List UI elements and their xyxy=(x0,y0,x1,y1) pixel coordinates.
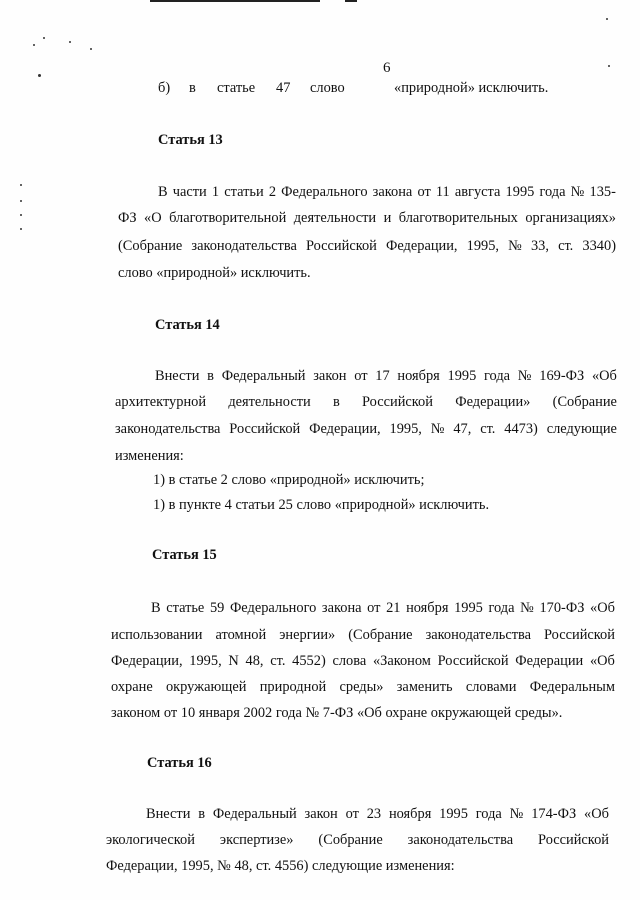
word: организациях» xyxy=(525,210,616,226)
word: от xyxy=(345,806,359,822)
top-line-rest: «природной» исключить. xyxy=(394,80,549,96)
word: № xyxy=(520,600,534,616)
article-15-line-4 xyxy=(111,680,615,694)
word: N xyxy=(228,653,239,669)
word: (Собрание xyxy=(318,832,383,848)
word: Внести xyxy=(146,806,191,822)
word: слова xyxy=(332,653,367,669)
word: Федерации, xyxy=(111,653,183,669)
word: в xyxy=(198,806,206,822)
word: части xyxy=(172,184,207,200)
article-14-line-4: изменения: xyxy=(115,448,184,464)
word: ноября xyxy=(397,368,440,384)
article-16-line-2 xyxy=(106,833,609,847)
word: от xyxy=(417,184,431,200)
word: атомной xyxy=(215,627,267,643)
word: законодательства xyxy=(407,832,514,848)
article-13-line-1 xyxy=(158,185,616,199)
top-line-word: в xyxy=(189,80,196,96)
word: Федерации xyxy=(515,653,584,669)
word: окружающей xyxy=(165,679,247,695)
article-13-line-2 xyxy=(118,211,616,225)
word: Российской xyxy=(544,627,615,643)
article-14-line-2 xyxy=(115,395,617,409)
scan-speck xyxy=(90,48,92,50)
scan-speck xyxy=(20,184,22,186)
word: статье xyxy=(166,600,205,616)
word: 2 xyxy=(268,184,277,200)
word: экспертизе» xyxy=(219,832,294,848)
word: Российской xyxy=(305,238,377,254)
word: В xyxy=(151,600,161,616)
word: 59 xyxy=(209,600,225,616)
scan-speck xyxy=(33,44,35,46)
word: законодательства xyxy=(115,421,221,437)
word: закона xyxy=(372,184,413,200)
word: охране xyxy=(111,679,153,695)
word: Федерации» xyxy=(455,394,531,410)
article-13-title: Статья 13 xyxy=(158,132,223,148)
word: № xyxy=(508,238,522,254)
word: закон xyxy=(313,368,347,384)
word: Российской xyxy=(437,653,509,669)
word: энергии» xyxy=(279,627,336,643)
word: 1995, xyxy=(189,653,222,669)
word: в xyxy=(332,394,340,410)
article-16-title: Статья 16 xyxy=(147,755,212,771)
word: статьи xyxy=(224,184,264,200)
word: законодательства xyxy=(191,238,297,254)
word: деятельности xyxy=(228,394,311,410)
word: ФЗ xyxy=(118,210,137,226)
word: «Об xyxy=(591,368,617,384)
article-15-title: Статья 15 xyxy=(152,547,217,563)
word: от xyxy=(354,368,368,384)
article-14-title: Статья 14 xyxy=(155,317,220,333)
top-line-word: статье xyxy=(217,80,256,96)
word: Федеральный xyxy=(212,806,297,822)
article-13-line-4: слово «природной» исключить. xyxy=(118,265,311,281)
page-number: 6 xyxy=(383,60,391,76)
article-13-line-3 xyxy=(118,239,616,253)
word: 4473) xyxy=(504,421,538,437)
top-line-word: б) xyxy=(158,80,171,96)
word: В xyxy=(158,184,168,200)
top-line-word: 47 xyxy=(276,80,291,96)
word: № xyxy=(509,806,524,822)
word: 33, xyxy=(530,238,549,254)
word: 169-ФЗ xyxy=(539,368,585,384)
word: года xyxy=(539,184,566,200)
word: «О xyxy=(144,210,162,226)
word: 1995, xyxy=(466,238,500,254)
word: 47, xyxy=(453,421,472,437)
word: ноября xyxy=(406,600,449,616)
word: «Об xyxy=(584,806,609,822)
word: Федеральным xyxy=(529,679,615,695)
word: 1995 xyxy=(439,806,468,822)
scan-speck xyxy=(608,65,610,67)
word: архитектурной xyxy=(115,394,207,410)
word: 1995 xyxy=(505,184,535,200)
word: 1995 xyxy=(447,368,477,384)
top-line-word: слово xyxy=(310,80,345,96)
word: и xyxy=(383,210,392,226)
word: года xyxy=(488,600,515,616)
article-16-line-3: Федерации, 1995, № 48, ст. 4556) следующие изменения: xyxy=(106,858,455,874)
word: ст. xyxy=(270,653,286,669)
word: благотворительных xyxy=(398,210,518,226)
word: следующие xyxy=(546,421,617,437)
word: «Законом xyxy=(372,653,431,669)
word: ст. xyxy=(558,238,574,254)
word: 174-ФЗ xyxy=(531,806,577,822)
word: деятельности xyxy=(293,210,377,226)
word: 170-ФЗ xyxy=(539,600,585,616)
article-15-line-3 xyxy=(111,654,615,668)
word: (Собрание xyxy=(552,394,617,410)
article-14-line-3 xyxy=(115,422,617,436)
article-14-item-1: 1) в статье 2 слово «природной» исключить; xyxy=(153,472,425,488)
word: Федерации, xyxy=(385,238,458,254)
word: Федерального xyxy=(229,600,317,616)
word: 1 xyxy=(211,184,220,200)
word: «Об xyxy=(589,653,615,669)
word: № xyxy=(430,421,445,437)
article-15-line-5: законом от 10 января 2002 года № 7-ФЗ «Об охране окружающей среды». xyxy=(111,705,563,721)
word: использовании xyxy=(111,627,203,643)
word: заменить xyxy=(396,679,453,695)
word: Российской xyxy=(362,394,433,410)
scan-speck xyxy=(20,200,22,202)
word: законодательства xyxy=(425,627,531,643)
word: Федерального xyxy=(281,184,368,200)
word: экологической xyxy=(106,832,195,848)
word: № xyxy=(570,184,585,200)
scan-speck xyxy=(69,41,71,43)
word: Федерации, xyxy=(309,421,381,437)
word: словами xyxy=(465,679,517,695)
scan-speck xyxy=(20,214,22,216)
word: Федеральный xyxy=(221,368,306,384)
word: 3340) xyxy=(582,238,616,254)
word: 17 xyxy=(375,368,390,384)
word: 48, xyxy=(245,653,264,669)
article-14-line-1 xyxy=(155,369,617,383)
word: ст. xyxy=(480,421,496,437)
word: закона xyxy=(321,600,362,616)
scan-artifact-line xyxy=(345,0,357,2)
word: августа xyxy=(454,184,501,200)
word: закон xyxy=(304,806,338,822)
word: «Об xyxy=(590,600,615,616)
word: года xyxy=(484,368,511,384)
word: 135- xyxy=(589,184,616,200)
word: 11 xyxy=(435,184,450,200)
word: 1995 xyxy=(454,600,483,616)
article-15-line-2 xyxy=(111,628,615,642)
word: (Собрание xyxy=(118,238,183,254)
word: года xyxy=(475,806,502,822)
word: от xyxy=(367,600,381,616)
word: среды» xyxy=(339,679,384,695)
word: Внести xyxy=(155,368,200,384)
word: 1995, xyxy=(389,421,422,437)
word: (Собрание xyxy=(348,627,413,643)
article-14-item-2: 1) в пункте 4 статьи 25 слово «природной» исключить. xyxy=(153,497,490,513)
word: Российской xyxy=(229,421,301,437)
article-16-line-1 xyxy=(146,807,609,821)
word: 4552) xyxy=(292,653,326,669)
scan-speck xyxy=(43,37,45,39)
article-15-line-1 xyxy=(151,601,615,615)
word: благотворительной xyxy=(169,210,287,226)
scan-speck xyxy=(38,74,41,77)
word: Российской xyxy=(538,832,609,848)
word: ноября xyxy=(388,806,432,822)
word: в xyxy=(207,368,214,384)
word: № xyxy=(517,368,532,384)
scan-speck xyxy=(606,18,608,20)
word: 23 xyxy=(366,806,382,822)
scan-speck xyxy=(20,228,22,230)
word: 21 xyxy=(386,600,401,616)
word: природной xyxy=(259,679,327,695)
scan-artifact-line xyxy=(150,0,320,2)
